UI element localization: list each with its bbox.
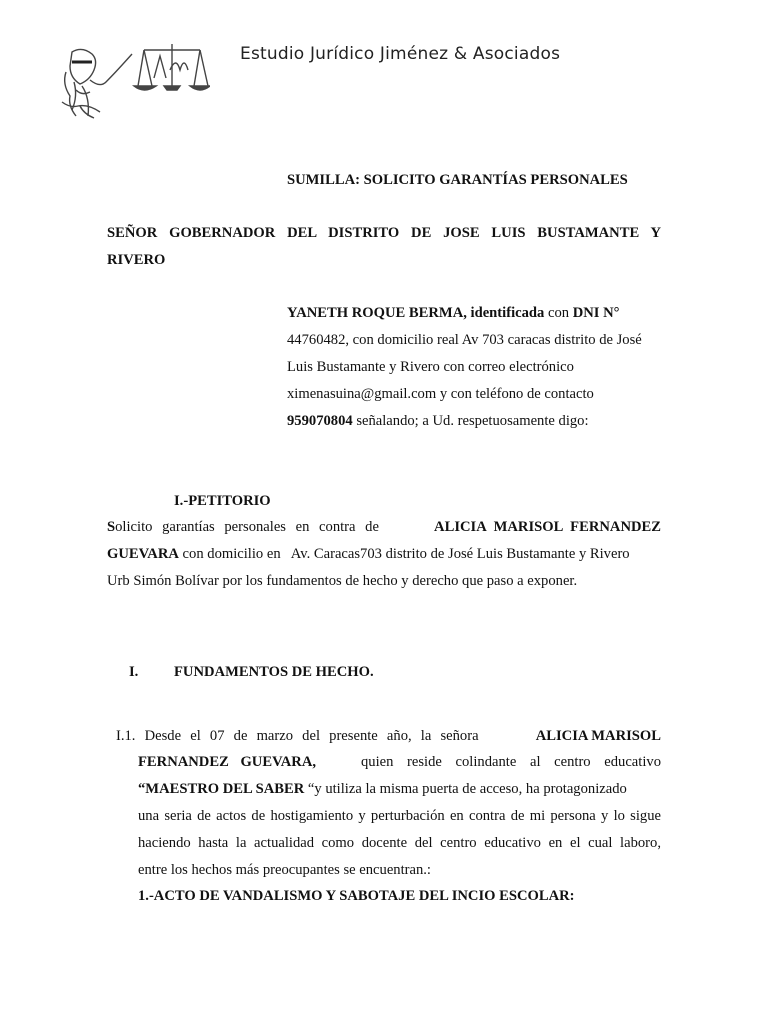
item-1-1-line-6: entre los hechos más preocupantes se encuentran.:	[138, 862, 431, 878]
item-1-1-subheading	[138, 886, 575, 906]
fundamentos-numeral	[129, 662, 138, 682]
petitioner-line-1	[287, 303, 619, 323]
petitorio-line-1-left	[107, 517, 379, 537]
petitorio-heading-text: I.-PETITORIO	[174, 493, 271, 509]
petitorio-line-1	[107, 517, 661, 537]
justice-scales-logo	[60, 42, 210, 122]
item-1-1-line-4: una seria de actos de hostigamiento y perturbación en contra de mi persona y lo sigue	[138, 808, 661, 824]
item-1-1-line-3	[138, 779, 627, 799]
petitioner-con: con	[544, 305, 573, 321]
addressee-line-1	[107, 223, 661, 243]
petitorio-heading	[174, 491, 271, 511]
petitioner-line-5	[287, 411, 589, 431]
petitorio-initial: S	[107, 519, 116, 535]
item-1-1-school-name: “MAESTRO DEL SABER	[138, 781, 305, 797]
item-1-1-name: ALICIA MARISOL	[535, 728, 661, 744]
petitioner-line-3: Luis Bustamante y Rivero con correo electrónico	[287, 359, 574, 375]
item-1-1-line-1	[116, 726, 661, 746]
petitorio-defendant-surname: GUEVARA	[107, 546, 179, 562]
fundamentos-heading-text: FUNDAMENTOS DE HECHO.	[174, 664, 374, 680]
addressee-line-2	[107, 250, 165, 270]
addressee-text-1: SEÑOR GOBERNADOR DEL DISTRITO DE JOSE LUIS BUSTAMANTE Y	[107, 225, 661, 241]
item-1-1-line-3-text: “y utiliza la misma puerta de acceso, ha protagonizado	[304, 781, 627, 797]
petitioner-name: YANETH ROQUE BERMA, identificada	[287, 305, 545, 321]
sumilla-text: SUMILLA: SOLICITO GARANTÍAS PERSONALES	[287, 172, 628, 188]
petitioner-phone: 959070804	[287, 413, 353, 429]
petitorio-line-1-text: olicito garantías personales en contra de	[115, 519, 379, 535]
petitorio-line-2	[107, 544, 630, 564]
petitorio-line-2-text: con domicilio en Av. Caracas703 distrito de José Luis Bustamante y Rivero	[178, 546, 630, 562]
item-1-1-subheading-text: 1.-ACTO DE VANDALISMO Y SABOTAJE DEL INCIO ESCOLAR:	[138, 888, 575, 904]
fundamentos-numeral-text: I.	[129, 664, 139, 680]
petitorio-defendant-name: ALICIA MARISOL FERNANDEZ	[434, 519, 661, 535]
petitioner-line-4: ximenasuina@gmail.com y con teléfono de contacto	[287, 386, 594, 402]
item-1-1-line-2	[138, 752, 661, 772]
sumilla	[287, 170, 628, 190]
item-1-1-line-2-text: quien reside colindante al centro educativo	[360, 754, 661, 770]
item-1-1-line-1-text: I.1. Desde el 07 de marzo del presente año, la señora	[116, 728, 479, 744]
item-1-1-surname: FERNANDEZ GUEVARA,	[138, 754, 317, 770]
petitorio-line-3: Urb Simón Bolívar por los fundamentos de hecho y derecho que paso a exponer.	[107, 573, 578, 589]
item-1-1-line-5: haciendo hasta la actualidad como docente del centro educativo en el cual laboro,	[138, 835, 661, 851]
petitioner-dni-label: DNI N°	[572, 305, 620, 321]
fundamentos-heading	[174, 662, 374, 682]
petitioner-closing: señalando; a Ud. respetuosamente digo:	[352, 413, 589, 429]
firm-name: Estudio Jurídico Jiménez & Asociados	[240, 44, 561, 64]
petitioner-line-2: 44760482, con domicilio real Av 703 caracas distrito de José	[287, 332, 642, 348]
addressee-text-2: RIVERO	[107, 252, 166, 268]
